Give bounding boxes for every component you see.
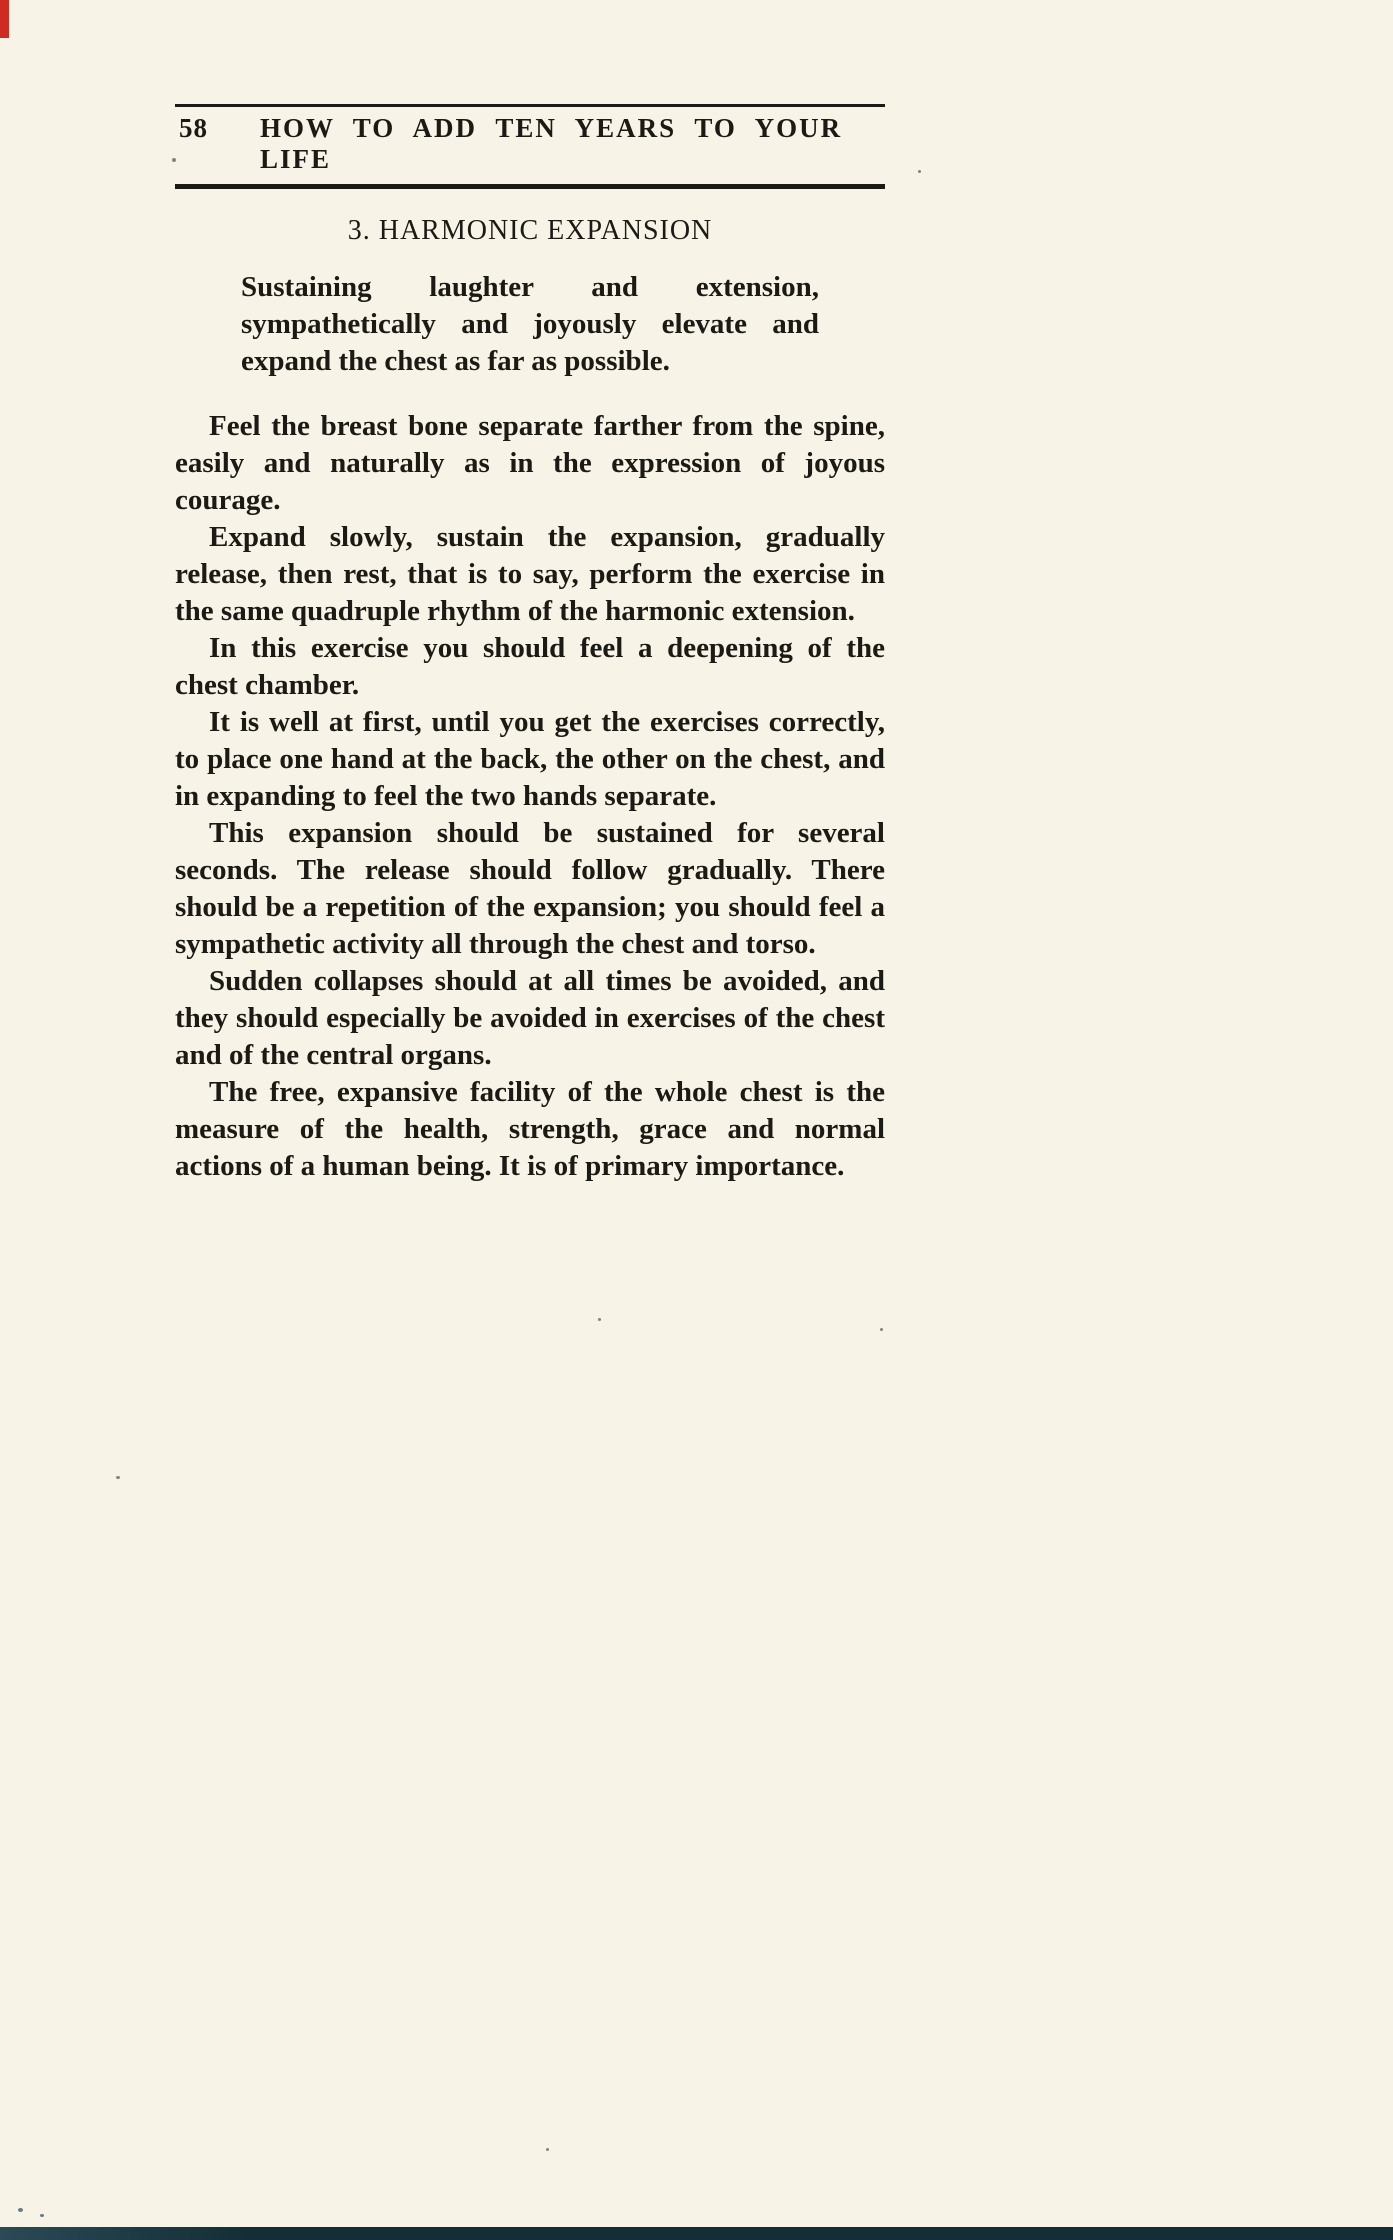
scan-speck [546, 2148, 549, 2151]
page-text-column [175, 104, 885, 1185]
paragraph: Feel the breast bone separate farther from the spine, easily and naturally as in the expression of joyous courage. [175, 410, 885, 516]
scan-speck [918, 170, 921, 173]
section-heading: 3. HARMONIC EXPANSION [347, 215, 713, 246]
paragraph: This expansion should be sustained for several seconds. The release should follow gradually. There should be a repetition of the expansion; you should feel a sympathetic activity all through the chest and torso. [175, 817, 885, 960]
paragraph: The free, expansive facility of the whole chest is the measure of the health, strength, grace and normal actions of a human being. It is of primary importance. [175, 1076, 885, 1182]
scan-speck [116, 1476, 120, 1479]
scan-speck [40, 2214, 44, 2217]
scan-edge-red-strip [0, 0, 9, 38]
paragraph: In this exercise you should feel a deepening of the chest chamber. [175, 632, 885, 701]
scan-bottom-edge [0, 2227, 1393, 2240]
scan-speck [880, 1328, 883, 1331]
page-number: 58 [179, 113, 208, 143]
scan-speck [18, 2208, 23, 2212]
running-head [175, 104, 885, 189]
paragraph: Expand slowly, sustain the expansion, gradually release, then rest, that is to say, perform the exercise in the same quadruple rhythm of the harmonic extension. [175, 521, 885, 627]
paragraph: Sudden collapses should at all times be avoided, and they should especially be avoided in exercises of the chest and of the central organs. [175, 965, 885, 1071]
paragraph: It is well at first, until you get the exercises correctly, to place one hand at the back, the other on the chest, and in expanding to feel the two hands separate. [175, 706, 885, 812]
scan-speck [172, 158, 176, 162]
epigraph: Sustaining laughter and extension, sympathetically and joyously elevate and expand the chest as far as possible. [241, 271, 819, 377]
body-text [175, 408, 885, 1185]
running-title: HOW TO ADD TEN YEARS TO YOUR LIFE [260, 113, 843, 174]
scan-speck [598, 1318, 601, 1321]
